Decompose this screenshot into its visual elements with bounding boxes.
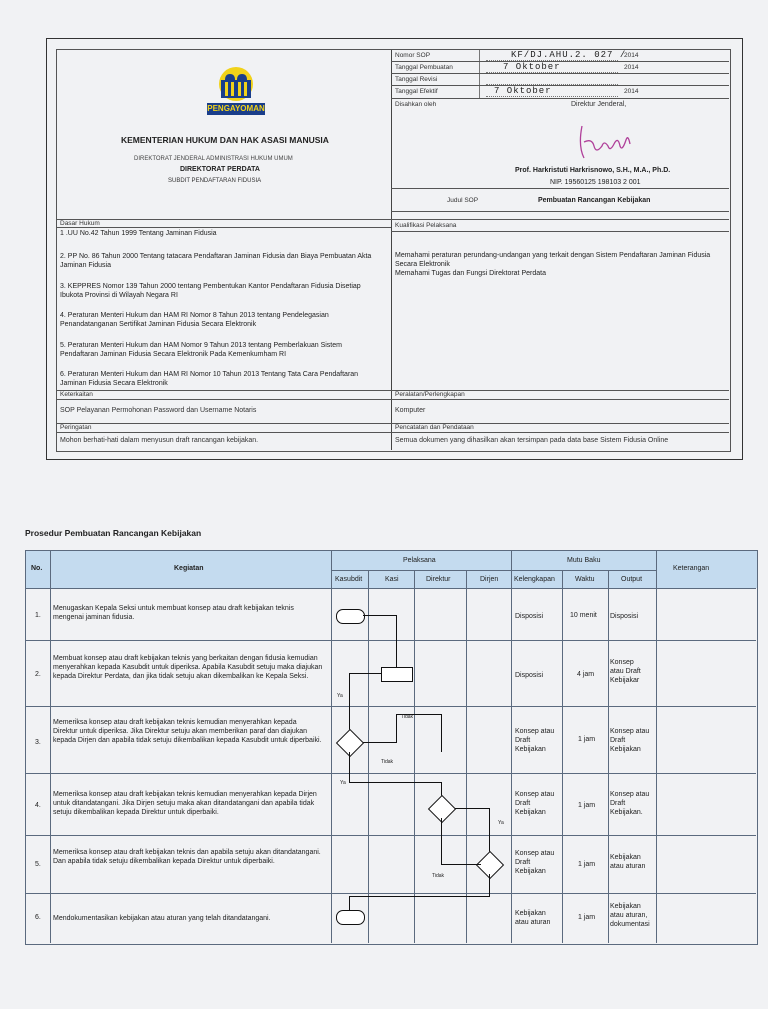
peringatan-label: Peringatan — [60, 424, 92, 431]
tanggal-efektif-year: 2014 — [624, 88, 639, 95]
header-kelengkapan: Kelengkapan — [514, 576, 555, 583]
dasar-hukum-item: 5. Peraturan Menteri Hukum dan HAM Nomor 9 Tahun 2013 tentang Pemberlakuan Sistem Pendaftaran Jaminan Fidusia Secara Elektronik Pada Kemenkumham RI — [60, 342, 342, 358]
nomor-sop-value: KF/DJ.AHU.2. 027 / — [511, 50, 627, 60]
judul-value: Pembuatan Rancangan Kebijakan — [538, 197, 651, 204]
row-waktu: 4 jam — [577, 671, 595, 678]
row-kelengkapan: Disposisi — [515, 672, 544, 679]
header-pelaksana: Pelaksana — [403, 557, 436, 564]
procedure-title: Prosedur Pembuatan Rancangan Kebijakan — [25, 528, 202, 538]
directorate: DIREKTORAT PERDATA — [180, 166, 260, 173]
flow-label-tidak: Tidak — [381, 759, 394, 765]
dasar-hukum-item: 1 .UU No.42 Tahun 1999 Tentang Jaminan Fidusia — [60, 230, 217, 237]
row-kelengkapan: Konsep atau Draft Kebijakan — [515, 791, 555, 816]
row-kelengkapan: Konsep atau Draft Kebijakan — [515, 728, 555, 753]
row-kegiatan: Membuat konsep atau draft kebijakan teknis yang berkaitan dengan fidusia kemudian menyerahkan kepada Kasubdit untuk diperiksa. Apabila Kasubdit setuju maka diajukan kepada Direktur Perdata, dan jika tidak setuju akan dikembalikan ke Kepala Seksi. — [53, 655, 323, 680]
row-output: Kebijakan atau aturan, dokumentasi — [610, 903, 650, 928]
tanggal-pembuatan-year: 2014 — [624, 64, 639, 71]
keterkaitan-label: Keterkaitan — [60, 391, 93, 398]
row-output: Konsep atau Draft Kebijakan — [610, 728, 650, 753]
dasar-hukum-label: Dasar Hukum — [60, 220, 100, 227]
logo-text: PENGAYOMAN — [207, 104, 265, 113]
flow-process-kasi — [381, 667, 413, 682]
signer-nip: NIP. 19560125 198103 2 001 — [550, 179, 641, 186]
flow-label-ya: Ya — [340, 780, 346, 786]
header-mutu-baku: Mutu Baku — [567, 557, 601, 564]
row-waktu: 1 jam — [578, 802, 596, 809]
signer-name: Prof. Harkristuti Harkrisnowo, S.H., M.A., Ph.D. — [515, 167, 671, 174]
tanggal-pembuatan-value: 7 Oktober — [503, 62, 561, 72]
ministry-name: KEMENTERIAN HUKUM DAN HAK ASASI MANUSIA — [121, 135, 329, 145]
dasar-hukum-item: 6. Peraturan Menteri Hukum dan HAM RI Nomor 10 Tahun 2013 Tentang Tata Cara Pendaftaran Jaminan Fidusia Secara Elektronik — [60, 371, 359, 387]
nomor-sop-label: Nomor SOP — [395, 52, 431, 59]
flow-label-ya: Ya — [337, 693, 343, 699]
pencatatan-text: Semua dokumen yang dihasilkan akan tersimpan pada data base Sistem Fidusia Online — [395, 437, 669, 444]
flow-end-terminator — [336, 910, 365, 925]
flow-label-tidak: Tidak — [401, 714, 414, 720]
dasar-hukum-item: 3. KEPPRES Nomor 139 Tahun 2000 tentang Pembentukan Kantor Pendaftaran Fidusia Disetiap Ibukota Provinsi di Wilayah Negara RI — [60, 283, 361, 299]
row-kegiatan: Memeriksa konsep atau draft kebijakan teknis dan apabila setuju akan ditandatangani. Dan apabila tidak setuju dikembalikan kepada Direktur untuk diperbaiki. — [53, 849, 321, 865]
row-waktu: 1 jam — [578, 914, 596, 921]
header-kasi: Kasi — [385, 576, 399, 583]
header-output: Output — [621, 576, 643, 583]
row-kelengkapan: Disposisi — [515, 613, 544, 620]
judul-label: Judul SOP — [447, 197, 479, 204]
nomor-sop-year: 2014 — [624, 52, 639, 59]
subdit: SUBDIT PENDAFTARAN FIDUSIA — [168, 178, 262, 184]
pencatatan-label: Pencatatan dan Pendataan — [395, 424, 474, 431]
row-output: Konsep atau Draft Kebijakan. — [610, 791, 650, 816]
row-kegiatan: Memeriksa konsep atau draft kebijakan teknis kemudian menyerahkan kepada Dirjen untuk ditandatangani. Jika Dirjen setuju maka akan ditandatangani dan apabila tidak setuju dikembalikan kepada Direktur untuk diperbaiki. — [53, 791, 317, 816]
peralatan-text: Komputer — [395, 407, 426, 414]
header-direktur: Direktur — [426, 576, 451, 583]
tanggal-revisi-label: Tanggal Revisi — [395, 76, 438, 83]
peralatan-label: Peralatan/Perlengkapan — [395, 391, 465, 398]
header-kegiatan: Kegiatan — [174, 565, 204, 572]
dasar-hukum-item: 4. Peraturan Menteri Hukum dan HAM RI Nomor 8 Tahun 2013 tentang Pendelegasian Penandatanganan Sertifikat Jaminan Fidusia Secara Elektronik — [60, 312, 329, 328]
ministry-logo — [207, 64, 265, 119]
tanggal-efektif-value: 7 Oktober — [494, 86, 552, 96]
row-output: Konsep atau Draft Kebijakar — [610, 659, 641, 684]
row-waktu: 10 menit — [570, 612, 597, 619]
row-no: 5. — [35, 861, 41, 868]
header-dirjen: Dirjen — [480, 576, 499, 583]
row-output: Kebijakan atau aturan — [610, 854, 646, 870]
signature — [576, 116, 636, 164]
row-kegiatan: Mendokumentasikan kebijakan atau aturan yang telah ditandatangani. — [53, 915, 271, 922]
row-no: 4. — [35, 802, 41, 809]
row-waktu: 1 jam — [578, 736, 596, 743]
header-no: No. — [31, 565, 43, 572]
row-no: 3. — [35, 739, 41, 746]
flow-start-terminator — [336, 609, 365, 624]
dasar-hukum-item: 2. PP No. 86 Tahun 2000 Tentang tatacara Pendaftaran Jaminan Fidusia dan Biaya Pembuatan Akta Jaminan Fidusia — [60, 253, 372, 269]
disahkan-value: Direktur Jenderal, — [571, 101, 627, 108]
tanggal-efektif-label: Tanggal Efektif — [395, 88, 438, 95]
row-kegiatan: Memeriksa konsep atau draft kebijakan teknis kemudian menyerahkan kepada Direktur untuk diperiksa. Jika Direktur setuju akan memberikan paraf dan diajukan kepada Dirjen dan apabila tidak setuju dikembalikan kepada Kasubdit untuk diperbaiki. — [53, 719, 322, 744]
header-keterangan: Keterangan — [673, 565, 710, 572]
header-kasubdit: Kasubdit — [335, 576, 363, 583]
disahkan-label: Disahkan oleh — [395, 101, 437, 108]
header-waktu: Waktu — [575, 576, 595, 583]
row-kelengkapan: Konsep atau Draft Kebijakan — [515, 850, 555, 875]
keterkaitan-text: SOP Pelayanan Permohonan Password dan Username Notaris — [60, 407, 257, 414]
row-no: 1. — [35, 612, 41, 619]
row-no: 2. — [35, 671, 41, 678]
row-output: Disposisi — [610, 613, 639, 620]
flow-label-ya: Ya — [498, 820, 504, 826]
peringatan-text: Mohon berhati-hati dalam menyusun draft rancangan kebijakan. — [60, 437, 259, 444]
kualifikasi-text: Memahami peraturan perundang-undangan yang terkait dengan Sistem Pendaftaran Jaminan Fidusia Secara Elektronik Memahami Tugas dan Fungsi Direktorat Perdata — [395, 252, 711, 277]
flow-label-tidak: Tidak — [432, 873, 445, 879]
row-no: 6. — [35, 914, 41, 921]
row-waktu: 1 jam — [578, 861, 596, 868]
row-kelengkapan: Kebijakan atau aturan — [515, 910, 551, 926]
tanggal-pembuatan-label: Tanggal Pembuatan — [395, 64, 453, 71]
directorate-general: DIREKTORAT JENDERAL ADMINISTRASI HUKUM UMUM — [134, 156, 293, 162]
kualifikasi-label: Kualifikasi Pelaksana — [395, 222, 457, 229]
row-kegiatan: Menugaskan Kepala Seksi untuk membuat konsep atau draft kebijakan teknis mengenai jaminan fidusia. — [53, 605, 294, 621]
